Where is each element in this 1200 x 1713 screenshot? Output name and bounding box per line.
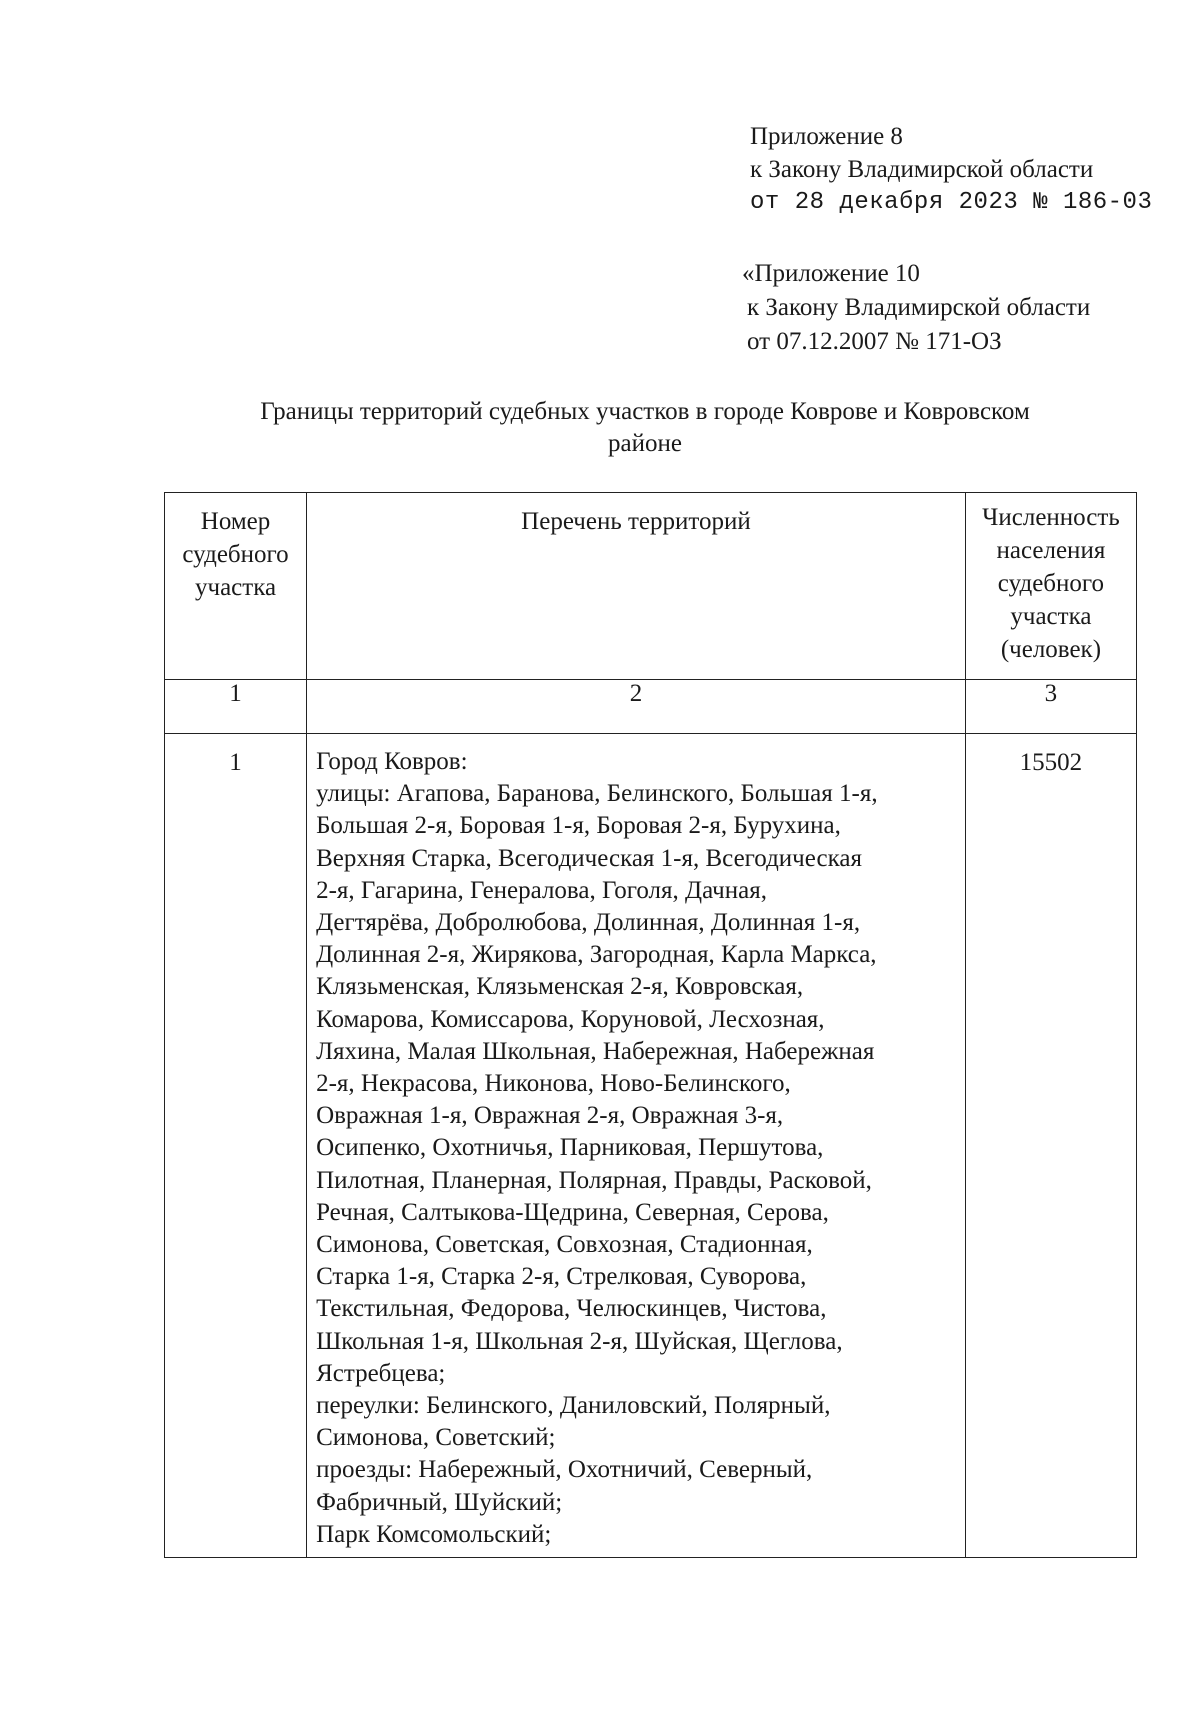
territory-line: Клязьменская, Клязьменская 2-я, Ковровская,: [316, 973, 804, 1001]
amended-appendix-block: [742, 257, 1090, 359]
territory-line: Симонова, Советский;: [316, 1424, 556, 1452]
territory-line: Школьная 1-я, Школьная 2-я, Шуйская, Щеглова,: [316, 1327, 843, 1355]
header-cell-line: Перечень территорий: [521, 508, 751, 535]
column-number-2: 2: [307, 680, 966, 734]
territory-line: Овражная 1-я, Овражная 2-я, Овражная 3-я,: [316, 1102, 784, 1130]
document-title-line-1: Границы территорий судебных участков в городе Коврове и Ковровском: [260, 398, 1030, 425]
territory-line: Ляхина, Малая Школьная, Набережная, Набережная: [316, 1037, 875, 1065]
document-title-line-2: районе: [608, 430, 682, 457]
territory-line: Осипенко, Охотничья, Парниковая, Першутова,: [316, 1134, 824, 1162]
territory-line: Симонова, Советская, Совхозная, Стадионная,: [316, 1231, 813, 1259]
appendix-law-reference: к Закону Владимирской области: [750, 156, 1094, 183]
territory-line: Старка 1-я, Старка 2-я, Стрелковая, Суворова,: [316, 1263, 807, 1291]
territories-cell: [307, 734, 966, 1558]
header-cell-line: участка: [195, 574, 277, 601]
territory-line: Комарова, Комиссарова, Коруновой, Лесхозная,: [316, 1005, 825, 1033]
appendix-block: [750, 120, 1152, 219]
territory-line: Долинная 2-я, Жирякова, Загородная, Карла Маркса,: [316, 941, 877, 969]
territory-line: переулки: Белинского, Даниловский, Полярный,: [316, 1392, 831, 1420]
header-cell-line: населения: [996, 537, 1106, 564]
column-number-3: 3: [965, 680, 1136, 734]
header-cell-line: судебного: [997, 570, 1105, 597]
header-cell-line: участка: [1010, 603, 1092, 630]
header-cell-line: (человек): [1000, 636, 1102, 663]
territory-line: Речная, Салтыкова-Щедрина, Северная, Серова,: [316, 1198, 829, 1226]
table-header-row: [165, 493, 1137, 680]
territory-line: Большая 2-я, Боровая 1-я, Боровая 2-я, Бурухина,: [316, 812, 841, 840]
document-title: [160, 396, 1130, 460]
amended-appendix-law-date: от 07.12.2007 № 171-ОЗ: [747, 328, 1002, 355]
territory-line: Ястребцева;: [316, 1359, 446, 1387]
territory-line: 2-я, Гагарина, Генералова, Гоголя, Дачная,: [316, 876, 767, 904]
territory-line: Дегтярёва, Добролюбова, Долинная, Долинная 1-я,: [316, 909, 861, 937]
amended-appendix-title: «Приложение 10: [742, 260, 920, 287]
population-cell: 15502: [965, 734, 1136, 1558]
header-district-number: [165, 493, 307, 680]
column-number-row: [165, 680, 1137, 734]
header-cell-line: Численность: [982, 504, 1120, 531]
territory-line: Пилотная, Планерная, Полярная, Правды, Расковой,: [316, 1166, 872, 1194]
territory-line: проезды: Набережный, Охотничий, Северный,: [316, 1456, 813, 1484]
territory-line: Верхняя Старка, Всегодическая 1-я, Всегодическая: [316, 844, 862, 872]
column-number-1: 1: [165, 680, 307, 734]
territory-line: Город Ковров:: [316, 748, 468, 775]
amended-appendix-law-reference: к Закону Владимирской области: [747, 294, 1091, 321]
header-cell-line: судебного: [182, 541, 289, 568]
appendix-law-date: от 28 декабря 2023 № 186-03: [750, 189, 1153, 216]
territory-line: Парк Комсомольский;: [316, 1520, 552, 1548]
territory-line: Фабричный, Шуйский;: [316, 1488, 563, 1516]
header-territories-list: [307, 493, 966, 680]
court-districts-table: [164, 492, 1137, 1558]
header-cell-line: Номер: [200, 508, 271, 535]
header-population: [965, 493, 1136, 680]
territory-line: Текстильная, Федорова, Челюскинцев, Чистова,: [316, 1295, 827, 1323]
district-number-cell: 1: [165, 734, 307, 1558]
table-row: [165, 734, 1137, 1558]
territory-line: 2-я, Некрасова, Никонова, Ново-Белинского,: [316, 1070, 791, 1098]
appendix-title: Приложение 8: [750, 123, 903, 150]
territory-line: улицы: Агапова, Баранова, Белинского, Большая 1-я,: [316, 780, 878, 808]
